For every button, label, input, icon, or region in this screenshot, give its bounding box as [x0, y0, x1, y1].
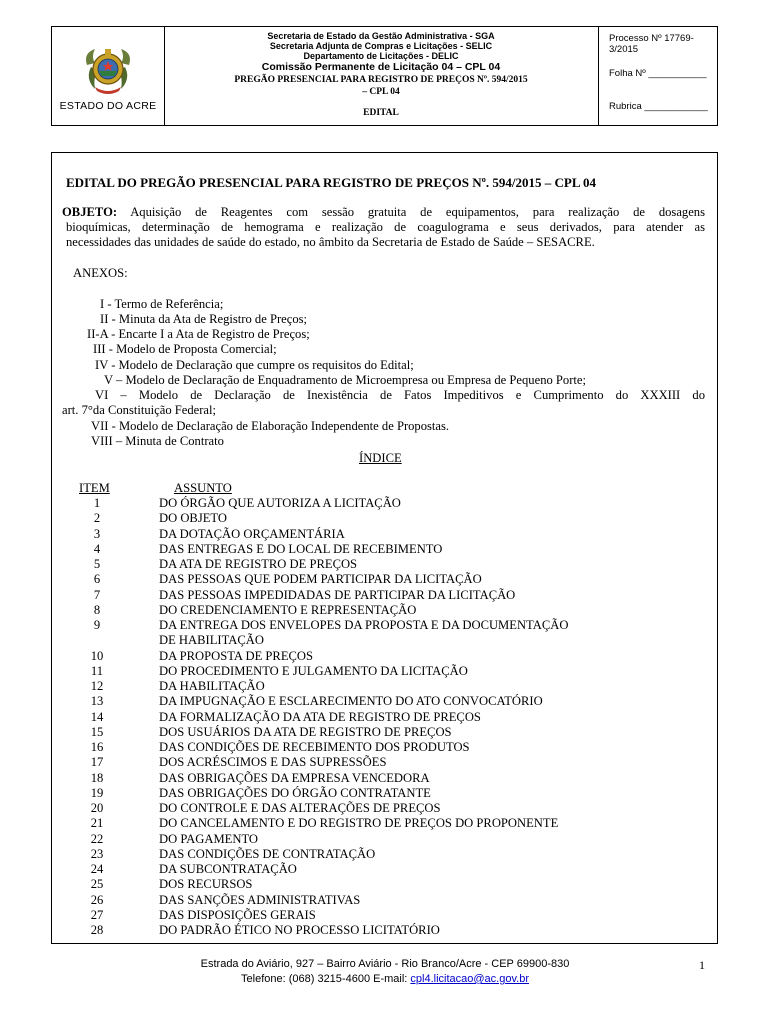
header-line-edital: EDITAL [363, 108, 399, 118]
header-line-pregao: PREGÃO PRESENCIAL PARA REGISTRO DE PREÇOS Nº. 594/2015 [234, 75, 528, 85]
indice-item-number: 28 [90, 923, 104, 937]
indice-item-title: DAS PESSOAS IMPEDIDADAS DE PARTICIPAR DA LICITAÇÃO [159, 587, 516, 602]
indice-item-title: DO PADRÃO ÉTICO NO PROCESSO LICITATÓRIO [159, 923, 440, 937]
header-line-sga: Secretaria de Estado da Gestão Administrativa - SGA [267, 31, 495, 41]
indice-item-title: DAS OBRIGAÇÕES DO ÓRGÃO CONTRATANTE [159, 785, 431, 800]
indice-item-number: 5 [93, 557, 101, 571]
rubrica-field: Rubrica ____________ [609, 101, 708, 112]
indice-item-number: 25 [90, 877, 104, 892]
indice-item-number: 17 [90, 755, 104, 770]
header-logo-cell [52, 27, 165, 125]
indice-item-title: DO CONTROLE E DAS ALTERAÇÕES DE PREÇOS [159, 801, 441, 815]
anexo-item: VI – Modelo de Declaração de Inexistência de Fatos Impeditivos e Cumprimento do XXXIII do [95, 388, 705, 402]
indice-item-number: 23 [90, 846, 104, 861]
header-institution-cell [164, 27, 599, 125]
indice-header-item: ITEM [79, 481, 110, 495]
indice-item-number: 11 [90, 663, 104, 678]
indice-item-number: 13 [90, 694, 104, 709]
indice-item-number: 3 [93, 526, 101, 541]
header-line-delic: Departamento de Licitações - DELIC [303, 51, 459, 61]
header-line-selic: Secretaria Adjunta de Compras e Licitações - SELIC [269, 41, 493, 51]
indice-item-number: 10 [90, 648, 104, 663]
indice-item-title: DO OBJETO [159, 511, 227, 526]
indice-item-number: 21 [90, 816, 104, 831]
header-line-cpl: Comissão Permanente de Licitação 04 – CPL 04 [261, 61, 501, 73]
footer-phone: Telefone: (068) 3215-4600 E-mail: [241, 973, 411, 985]
indice-item-number: 8 [93, 602, 101, 617]
state-name: ESTADO DO ACRE [59, 100, 157, 112]
page-number: 1 [699, 958, 705, 972]
indice-item-number: 15 [90, 724, 104, 739]
indice-title: ÍNDICE [359, 451, 402, 465]
indice-item-title: DA ENTREGA DOS ENVELOPES DA PROPOSTA E DA DOCUMENTAÇÃO [159, 618, 569, 632]
indice-item-title: DAS OBRIGAÇÕES DA EMPRESA VENCEDORA [159, 770, 430, 785]
footer-address: Estrada do Aviário, 927 – Bairro Aviário - Rio Branco/Acre - CEP 69900-830 [200, 958, 570, 970]
indice-item-title: DO CANCELAMENTO E DO REGISTRO DE PREÇOS DO PROPONENTE [159, 816, 559, 831]
anexo-item: art. 7°da Constituição Federal; [62, 403, 217, 417]
email-link[interactable]: cpl4.licitacao@ac.gov.br [410, 973, 529, 985]
indice-item-number: 24 [90, 862, 104, 876]
objeto-text-1: Aquisição de Reagentes com sessão gratuita de equipamentos, para realização de dosagens [117, 205, 705, 219]
document-header [51, 26, 718, 126]
anexo-item: IV - Modelo de Declaração que cumpre os requisitos do Edital; [95, 358, 414, 372]
indice-item-title: DO ÓRGÃO QUE AUTORIZA A LICITAÇÃO [159, 496, 401, 510]
objeto-label: OBJETO: [62, 205, 118, 219]
indice-item-title-continued: DE HABILITAÇÃO [159, 633, 264, 648]
anexo-item: II-A - Encarte I a Ata de Registro de Preços; [87, 327, 310, 341]
objeto-line-3: necessidades das unidades de saúde do estado, no âmbito da Secretaria de Estado de Saúde – SESACRE. [66, 235, 595, 249]
indice-item-title: DOS ACRÉSCIMOS E DAS SUPRESSÕES [159, 755, 387, 770]
indice-item-title: DO CREDENCIAMENTO E REPRESENTAÇÃO [159, 602, 417, 617]
anexo-item: II - Minuta da Ata de Registro de Preços; [100, 312, 308, 326]
document-title: EDITAL DO PREGÃO PRESENCIAL PARA REGISTRO DE PREÇOS Nº. 594/2015 – CPL 04 [66, 175, 597, 190]
indice-header-assunto: ASSUNTO [174, 481, 232, 495]
indice-item-title: DA FORMALIZAÇÃO DA ATA DE REGISTRO DE PREÇOS [159, 709, 481, 724]
indice-item-number: 19 [90, 785, 104, 800]
indice-item-number: 7 [93, 587, 101, 602]
indice-item-title: DAS SANÇÕES ADMINISTRATIVAS [159, 892, 361, 907]
coat-of-arms-icon [81, 43, 135, 97]
indice-item-title: DA HABILITAÇÃO [159, 679, 265, 693]
indice-item-number: 20 [90, 801, 104, 815]
indice-item-title: DA ATA DE REGISTRO DE PREÇOS [159, 557, 358, 571]
indice-item-number: 18 [90, 770, 104, 785]
objeto-line-2: bioquímicas, determinação de hemograma e realização de coagulograma e seus derivados, para atender as [66, 220, 705, 234]
indice-item-number: 16 [90, 740, 104, 754]
indice-item-number: 4 [93, 541, 101, 556]
indice-item-title: DOS RECURSOS [159, 877, 253, 892]
anexo-item: III - Modelo de Proposta Comercial; [93, 342, 277, 356]
indice-item-title: DA DOTAÇÃO ORÇAMENTÁRIA [159, 526, 345, 541]
indice-item-number: 12 [90, 679, 104, 693]
objeto-line-1 [62, 205, 705, 219]
indice-item-number: 14 [90, 709, 104, 724]
indice-item-title: DAS DISPOSIÇÕES GERAIS [159, 907, 316, 922]
indice-item-title: DAS CONDIÇÕES DE RECEBIMENTO DOS PRODUTOS [159, 740, 470, 754]
header-line-cpl04: – CPL 04 [362, 87, 400, 97]
process-number: Processo Nº 17769-3/2015 [609, 33, 694, 55]
footer-contact [0, 973, 770, 985]
anexo-item: VIII – Minuta de Contrato [91, 434, 224, 448]
indice-item-title: DAS CONDIÇÕES DE CONTRATAÇÃO [159, 846, 376, 861]
indice-item-number: 6 [93, 572, 101, 587]
indice-item-number: 27 [90, 907, 104, 922]
anexo-item: VII - Modelo de Declaração de Elaboração Independente de Propostas. [91, 419, 450, 433]
anexo-item: I - Termo de Referência; [100, 297, 224, 311]
indice-item-title: DO PAGAMENTO [159, 831, 259, 846]
indice-item-number: 1 [93, 496, 101, 510]
indice-item-number: 2 [93, 511, 101, 526]
indice-item-title: DA IMPUGNAÇÃO E ESCLARECIMENTO DO ATO CONVOCATÓRIO [159, 694, 543, 709]
indice-item-number: 9 [93, 618, 101, 632]
indice-item-number: 22 [90, 831, 104, 846]
indice-item-title: DOS USUÁRIOS DA ATA DE REGISTRO DE PREÇOS [159, 724, 452, 739]
indice-item-title: DA SUBCONTRATAÇÃO [159, 862, 297, 876]
indice-item-number: 26 [90, 892, 104, 907]
indice-item-title: DA PROPOSTA DE PREÇOS [159, 648, 314, 663]
header-process-cell [598, 27, 717, 125]
indice-item-title: DAS PESSOAS QUE PODEM PARTICIPAR DA LICITAÇÃO [159, 572, 482, 587]
folha-field: Folha Nº ___________ [609, 68, 707, 79]
anexos-label: ANEXOS: [73, 266, 128, 280]
indice-item-title: DO PROCEDIMENTO E JULGAMENTO DA LICITAÇÃO [159, 663, 468, 678]
indice-item-title: DAS ENTREGAS E DO LOCAL DE RECEBIMENTO [159, 541, 443, 556]
anexo-item: V – Modelo de Declaração de Enquadramento de Microempresa ou Empresa de Pequeno Porte; [104, 373, 587, 387]
